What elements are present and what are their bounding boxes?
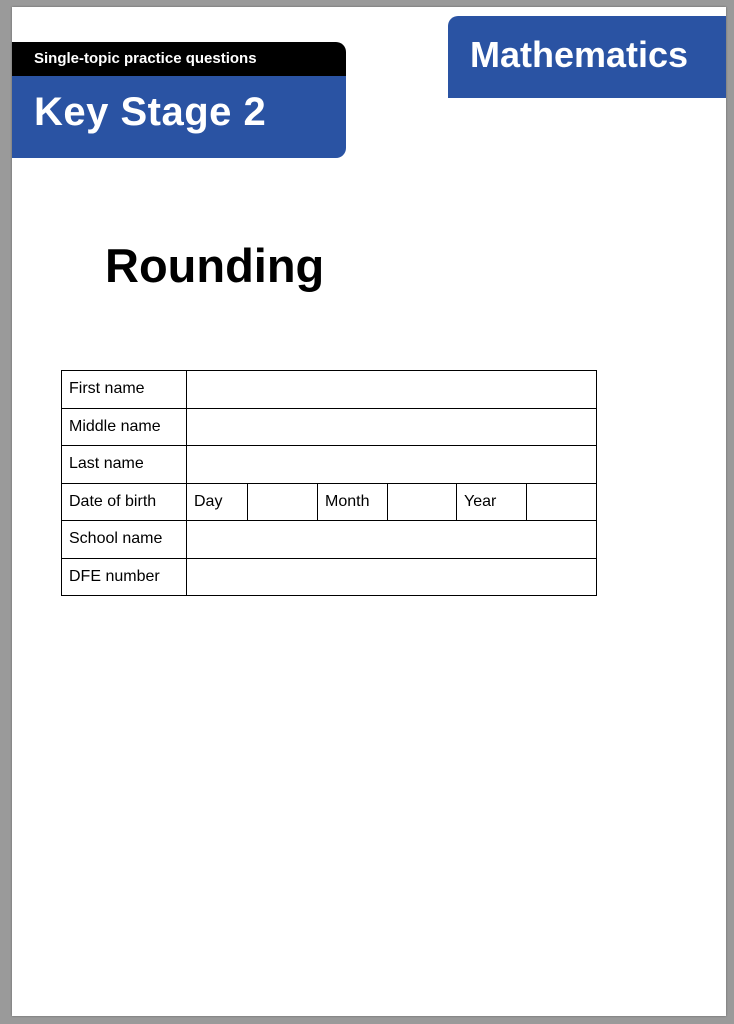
- key-stage-banner: [12, 42, 346, 158]
- month-field[interactable]: [388, 483, 457, 521]
- series-strip: [12, 42, 346, 76]
- date-of-birth-label: Date of birth: [62, 483, 187, 521]
- stage-label: Key Stage 2: [34, 90, 267, 134]
- last-name-field[interactable]: [187, 446, 597, 484]
- table-row: [62, 446, 597, 484]
- pupil-details-table: [61, 370, 597, 596]
- dfe-number-field[interactable]: [187, 558, 597, 596]
- last-name-label: Last name: [62, 446, 187, 484]
- first-name-field[interactable]: [187, 371, 597, 409]
- subject-label: Mathematics: [470, 34, 689, 75]
- day-label: Day: [187, 483, 248, 521]
- month-label: Month: [318, 483, 388, 521]
- stage-strip: [12, 76, 346, 158]
- middle-name-field[interactable]: [187, 408, 597, 446]
- first-name-label: First name: [62, 371, 187, 409]
- year-field[interactable]: [527, 483, 597, 521]
- school-name-label: School name: [62, 521, 187, 559]
- table-row: [62, 371, 597, 409]
- table-row: [62, 408, 597, 446]
- series-label: Single-topic practice questions: [34, 50, 257, 67]
- year-label: Year: [457, 483, 527, 521]
- school-name-field[interactable]: [187, 521, 597, 559]
- subject-banner: [448, 16, 726, 98]
- middle-name-label: Middle name: [62, 408, 187, 446]
- table-row: [62, 558, 597, 596]
- day-field[interactable]: [248, 483, 318, 521]
- page-title: Rounding: [105, 239, 325, 292]
- table-row: [62, 483, 597, 521]
- dfe-number-label: DFE number: [62, 558, 187, 596]
- table-row: [62, 521, 597, 559]
